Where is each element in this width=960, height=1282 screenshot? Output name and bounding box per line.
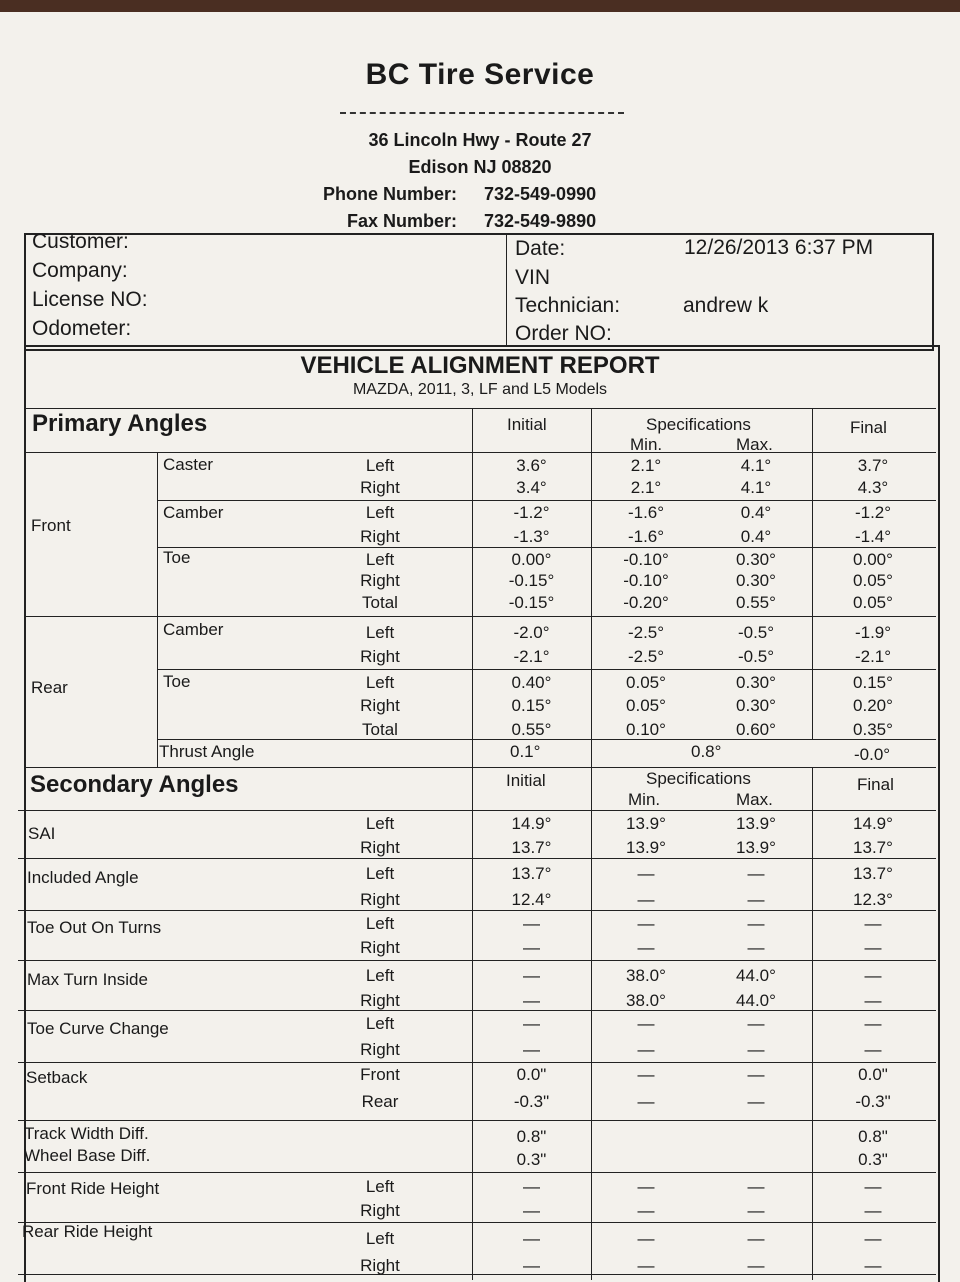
track-width-diff-label: Track Width Diff. bbox=[24, 1124, 149, 1143]
secondary-max-cell: 44.0° bbox=[736, 991, 776, 1010]
secondary-max-cell: — bbox=[747, 1040, 765, 1059]
primary-min-cell: 0.05° bbox=[626, 696, 666, 715]
secondary-initial-cell: 0.0" bbox=[516, 1065, 547, 1084]
primary-row-line bbox=[24, 767, 936, 768]
primary-initial-cell: -0.15° bbox=[508, 571, 555, 590]
secondary-final-cell: 12.3° bbox=[853, 890, 893, 909]
primary-row-line bbox=[157, 500, 936, 501]
secondary-final-cell: — bbox=[864, 938, 882, 957]
secondary-initial-cell: — bbox=[523, 1040, 540, 1059]
primary-initial-cell: -0.15° bbox=[508, 593, 555, 612]
primary-initial-cell: 0.40° bbox=[511, 673, 552, 692]
license-label: License NO: bbox=[32, 288, 148, 311]
primary-min-cell: -0.20° bbox=[623, 593, 669, 612]
secondary-min-cell: — bbox=[637, 1040, 655, 1059]
secondary-side-cell: Front bbox=[360, 1065, 400, 1084]
primary-side-cell: Left bbox=[365, 673, 395, 692]
secondary-initial-cell: — bbox=[523, 1229, 540, 1248]
secondary-col-initial: Initial bbox=[506, 771, 546, 790]
primary-max-cell: 4.1° bbox=[740, 478, 772, 497]
primary-final-cell: 0.00° bbox=[853, 550, 893, 569]
sai-label: SAI bbox=[28, 824, 56, 843]
secondary-min-cell: 38.0° bbox=[626, 991, 666, 1010]
front-label: Front bbox=[31, 516, 71, 535]
secondary-initial-cell: 13.7° bbox=[511, 838, 552, 857]
secondary-max-cell: — bbox=[747, 1177, 765, 1196]
secondary-max-cell: — bbox=[747, 914, 765, 933]
secondary-initial-cell: — bbox=[523, 938, 540, 957]
rear-label: Rear bbox=[31, 678, 68, 697]
secondary-side-cell: Left bbox=[365, 914, 395, 933]
rear-toe-label: Toe bbox=[163, 672, 191, 691]
secondary-col-specs: Specifications bbox=[646, 769, 751, 788]
secondary-side-cell: Right bbox=[360, 991, 400, 1010]
fax-number: 732-549-9890 bbox=[484, 211, 597, 231]
technician-value: andrew k bbox=[683, 294, 769, 317]
primary-min-cell: -1.6° bbox=[627, 527, 665, 546]
primary-min-cell: -1.6° bbox=[627, 503, 665, 522]
secondary-initial-cell: 0.8" bbox=[516, 1127, 547, 1146]
primary-side-cell: Right bbox=[360, 571, 400, 590]
primary-side-cell: Total bbox=[362, 593, 398, 612]
secondary-initial-cell: — bbox=[523, 966, 540, 985]
secondary-max-cell: — bbox=[747, 1092, 765, 1111]
secondary-final-cell: — bbox=[864, 914, 882, 933]
primary-max-cell: 0.30° bbox=[736, 696, 776, 715]
secondary-min-cell: — bbox=[637, 914, 655, 933]
primary-max-cell: 4.1° bbox=[740, 456, 772, 475]
technician-label: Technician: bbox=[515, 294, 621, 317]
rear-ride-height-label: Rear Ride Height bbox=[22, 1222, 153, 1241]
primary-side-cell: Right bbox=[360, 696, 400, 715]
primary-final-cell: 0.05° bbox=[853, 571, 893, 590]
primary-initial-cell: -1.2° bbox=[513, 503, 550, 522]
secondary-max-cell: 13.9° bbox=[736, 838, 776, 857]
primary-initial-cell: 3.6° bbox=[516, 456, 547, 475]
secondary-initial-cell: — bbox=[523, 1201, 540, 1220]
secondary-initial-cell: 13.7° bbox=[511, 864, 552, 883]
secondary-max-cell: — bbox=[747, 1256, 765, 1275]
primary-max-cell: 0.30° bbox=[736, 571, 776, 590]
primary-max-cell: -0.5° bbox=[737, 647, 775, 666]
vin-label: VIN bbox=[515, 266, 551, 289]
secondary-max-cell: — bbox=[747, 1014, 765, 1033]
primary-side-cell: Right bbox=[360, 527, 400, 546]
secondary-min-cell: — bbox=[637, 1201, 655, 1220]
page-top-edge bbox=[0, 0, 960, 12]
secondary-side-cell: Right bbox=[360, 890, 400, 909]
primary-angles-title: Primary Angles bbox=[32, 410, 208, 437]
primary-max-cell: 0.55° bbox=[736, 593, 776, 612]
secondary-final-cell: — bbox=[864, 1040, 882, 1059]
primary-initial-cell: 0.15° bbox=[511, 696, 552, 715]
primary-initial-cell: 0.00° bbox=[511, 550, 552, 569]
secondary-final-cell: 0.3" bbox=[858, 1150, 888, 1169]
secondary-side-cell: Left bbox=[365, 1229, 395, 1248]
secondary-final-cell: -0.3" bbox=[855, 1092, 891, 1111]
front-camber-label: Camber bbox=[163, 503, 224, 522]
primary-side-cell: Left bbox=[365, 550, 395, 569]
primary-final-cell: -1.2° bbox=[854, 503, 892, 522]
primary-col-specs: Specifications bbox=[646, 415, 751, 434]
report-title: VEHICLE ALIGNMENT REPORT bbox=[300, 352, 660, 379]
secondary-min-cell: 13.9° bbox=[626, 838, 666, 857]
secondary-initial-cell: 14.9° bbox=[511, 814, 552, 833]
secondary-final-cell: 13.7° bbox=[853, 838, 893, 857]
secondary-side-cell: Left bbox=[365, 864, 395, 883]
phone-label: Phone Number: bbox=[323, 184, 458, 204]
secondary-final-cell: — bbox=[864, 1201, 882, 1220]
secondary-final-cell: — bbox=[864, 1014, 882, 1033]
rear-camber-label: Camber bbox=[163, 620, 224, 639]
primary-col-final: Final bbox=[850, 418, 887, 437]
secondary-side-cell: Right bbox=[360, 838, 400, 857]
primary-header-top bbox=[24, 408, 936, 409]
primary-min-cell: -2.5° bbox=[627, 647, 665, 666]
date-value: 12/26/2013 6:37 PM bbox=[684, 236, 874, 259]
secondary-col-final: Final bbox=[857, 775, 894, 794]
secondary-initial-cell: — bbox=[523, 914, 540, 933]
secondary-initial-cell: 0.3" bbox=[516, 1150, 547, 1169]
primary-initial-cell: 3.4° bbox=[516, 478, 547, 497]
primary-final-cell: -1.4° bbox=[854, 527, 892, 546]
wheel-base-diff-label: Wheel Base Diff. bbox=[24, 1146, 151, 1165]
max-turn-inside-label: Max Turn Inside bbox=[27, 970, 148, 989]
primary-min-cell: -2.5° bbox=[627, 623, 665, 642]
secondary-initial-cell: — bbox=[523, 1014, 540, 1033]
secondary-min-cell: — bbox=[637, 1092, 655, 1111]
secondary-final-cell: — bbox=[864, 991, 882, 1010]
secondary-final-cell: 13.7° bbox=[853, 864, 893, 883]
secondary-max-cell: 44.0° bbox=[736, 966, 776, 985]
report-subtitle: MAZDA, 2011, 3, LF and L5 Models bbox=[352, 381, 608, 398]
thrust-spec: 0.8° bbox=[691, 742, 722, 761]
primary-side-cell: Right bbox=[360, 478, 400, 497]
primary-max-cell: 0.4° bbox=[740, 527, 772, 546]
secondary-max-cell: 13.9° bbox=[736, 814, 776, 833]
primary-final-cell: 0.15° bbox=[853, 673, 893, 692]
thrust-initial: 0.1° bbox=[510, 742, 541, 761]
primary-max-cell: 0.30° bbox=[736, 673, 776, 692]
secondary-max-cell: — bbox=[747, 1065, 765, 1084]
toe-out-on-turns-label: Toe Out On Turns bbox=[27, 918, 162, 937]
primary-initial-cell: -1.3° bbox=[513, 527, 550, 546]
primary-max-cell: 0.30° bbox=[736, 550, 776, 569]
secondary-col-min: Min. bbox=[628, 790, 661, 809]
primary-final-cell: 0.20° bbox=[853, 696, 893, 715]
secondary-initial-cell: -0.3" bbox=[513, 1092, 550, 1111]
secondary-max-cell: — bbox=[747, 864, 765, 883]
front-ride-height-label: Front Ride Height bbox=[26, 1179, 160, 1198]
primary-side-cell: Left bbox=[365, 623, 395, 642]
secondary-initial-cell: — bbox=[523, 1177, 540, 1196]
secondary-max-cell: — bbox=[747, 890, 765, 909]
secondary-side-cell: Left bbox=[365, 1177, 395, 1196]
thrust-angle-label: Thrust Angle bbox=[159, 742, 255, 761]
secondary-min-cell: 38.0° bbox=[626, 966, 666, 985]
secondary-initial-cell: — bbox=[523, 1256, 540, 1275]
secondary-initial-cell: 12.4° bbox=[511, 890, 552, 909]
secondary-final-cell: — bbox=[864, 1177, 882, 1196]
secondary-final-cell: 14.9° bbox=[853, 814, 893, 833]
secondary-min-cell: — bbox=[637, 938, 655, 957]
primary-side-cell: Right bbox=[360, 647, 400, 666]
primary-max-cell: -0.5° bbox=[737, 623, 775, 642]
primary-initial-cell: -2.0° bbox=[513, 623, 550, 642]
primary-side-cell: Total bbox=[362, 720, 398, 739]
secondary-min-cell: 13.9° bbox=[626, 814, 666, 833]
secondary-row-line bbox=[18, 858, 936, 859]
secondary-final-cell: — bbox=[864, 1229, 882, 1248]
secondary-max-cell: — bbox=[747, 1229, 765, 1248]
secondary-min-cell: — bbox=[637, 1177, 655, 1196]
secondary-max-cell: — bbox=[747, 938, 765, 957]
primary-side-cell: Left bbox=[365, 503, 395, 522]
primary-row-line bbox=[157, 547, 936, 548]
secondary-row-line bbox=[18, 1120, 936, 1121]
primary-row-line bbox=[24, 452, 936, 453]
primary-min-cell: 0.05° bbox=[626, 673, 666, 692]
primary-side-cell: Left bbox=[365, 456, 395, 475]
secondary-col-max: Max. bbox=[736, 790, 773, 809]
primary-min-cell: -0.10° bbox=[623, 550, 669, 569]
primary-min-cell: -0.10° bbox=[623, 571, 669, 590]
header-divider bbox=[340, 112, 624, 114]
secondary-final-cell: 0.0" bbox=[858, 1065, 888, 1084]
secondary-side-cell: Rear bbox=[361, 1092, 399, 1111]
secondary-max-cell: — bbox=[747, 1201, 765, 1220]
secondary-min-cell: — bbox=[637, 1065, 655, 1084]
secondary-min-cell: — bbox=[637, 1229, 655, 1248]
secondary-row-line bbox=[18, 810, 936, 811]
primary-final-cell: -2.1° bbox=[854, 647, 892, 666]
primary-min-cell: 0.10° bbox=[626, 720, 666, 739]
secondary-row-line bbox=[18, 960, 936, 961]
customer-label: Customer: bbox=[32, 230, 129, 253]
secondary-side-cell: Right bbox=[360, 1201, 400, 1220]
info-divider bbox=[506, 235, 507, 347]
company-name: BC Tire Service bbox=[365, 58, 595, 91]
fax-label: Fax Number: bbox=[347, 211, 458, 231]
secondary-angles-title: Secondary Angles bbox=[30, 771, 239, 798]
address-line-1: 36 Lincoln Hwy - Route 27 bbox=[368, 130, 592, 150]
primary-col-initial: Initial bbox=[507, 415, 547, 434]
caster-label: Caster bbox=[163, 455, 214, 474]
odometer-label: Odometer: bbox=[32, 317, 132, 340]
secondary-min-cell: — bbox=[637, 1014, 655, 1033]
secondary-min-cell: — bbox=[637, 890, 655, 909]
secondary-side-cell: Right bbox=[360, 1040, 400, 1059]
setback-label: Setback bbox=[26, 1068, 88, 1087]
primary-col-max: Max. bbox=[736, 435, 773, 454]
primary-max-cell: 0.60° bbox=[736, 720, 776, 739]
primary-max-cell: 0.4° bbox=[740, 503, 772, 522]
primary-row-line bbox=[157, 669, 936, 670]
front-toe-label: Toe bbox=[163, 548, 191, 567]
secondary-min-cell: — bbox=[637, 1256, 655, 1275]
primary-min-cell: 2.1° bbox=[630, 478, 662, 497]
thrust-final: -0.0° bbox=[854, 745, 891, 764]
primary-col-min: Min. bbox=[630, 435, 663, 454]
secondary-side-cell: Left bbox=[365, 814, 395, 833]
primary-final-cell: -1.9° bbox=[854, 623, 892, 642]
secondary-side-cell: Left bbox=[365, 1014, 395, 1033]
primary-final-cell: 4.3° bbox=[857, 478, 889, 497]
secondary-row-line bbox=[18, 1172, 936, 1173]
phone-number: 732-549-0990 bbox=[484, 184, 597, 204]
toe-curve-change-label: Toe Curve Change bbox=[27, 1019, 169, 1038]
primary-row-line bbox=[24, 616, 936, 617]
address-line-2: Edison NJ 08820 bbox=[408, 157, 552, 177]
secondary-min-cell: — bbox=[637, 864, 655, 883]
secondary-side-cell: Right bbox=[360, 1256, 400, 1275]
secondary-row-line bbox=[18, 1222, 936, 1223]
secondary-side-cell: Right bbox=[360, 938, 400, 957]
secondary-final-cell: — bbox=[864, 1256, 882, 1275]
date-label: Date: bbox=[515, 237, 566, 260]
company-label: Company: bbox=[32, 259, 128, 282]
order-label: Order NO: bbox=[515, 322, 612, 345]
secondary-final-cell: 0.8" bbox=[858, 1127, 888, 1146]
primary-final-cell: 3.7° bbox=[857, 456, 889, 475]
secondary-final-cell: — bbox=[864, 966, 882, 985]
primary-final-cell: 0.05° bbox=[853, 593, 893, 612]
secondary-initial-cell: — bbox=[523, 991, 540, 1010]
primary-initial-cell: 0.55° bbox=[511, 720, 552, 739]
primary-min-cell: 2.1° bbox=[630, 456, 662, 475]
included-angle-label: Included Angle bbox=[27, 868, 139, 887]
secondary-side-cell: Left bbox=[365, 966, 395, 985]
primary-final-cell: 0.35° bbox=[853, 720, 893, 739]
secondary-row-line bbox=[18, 1062, 936, 1063]
primary-initial-cell: -2.1° bbox=[513, 647, 550, 666]
primary-col-line bbox=[157, 452, 158, 767]
secondary-row-line bbox=[18, 910, 936, 911]
